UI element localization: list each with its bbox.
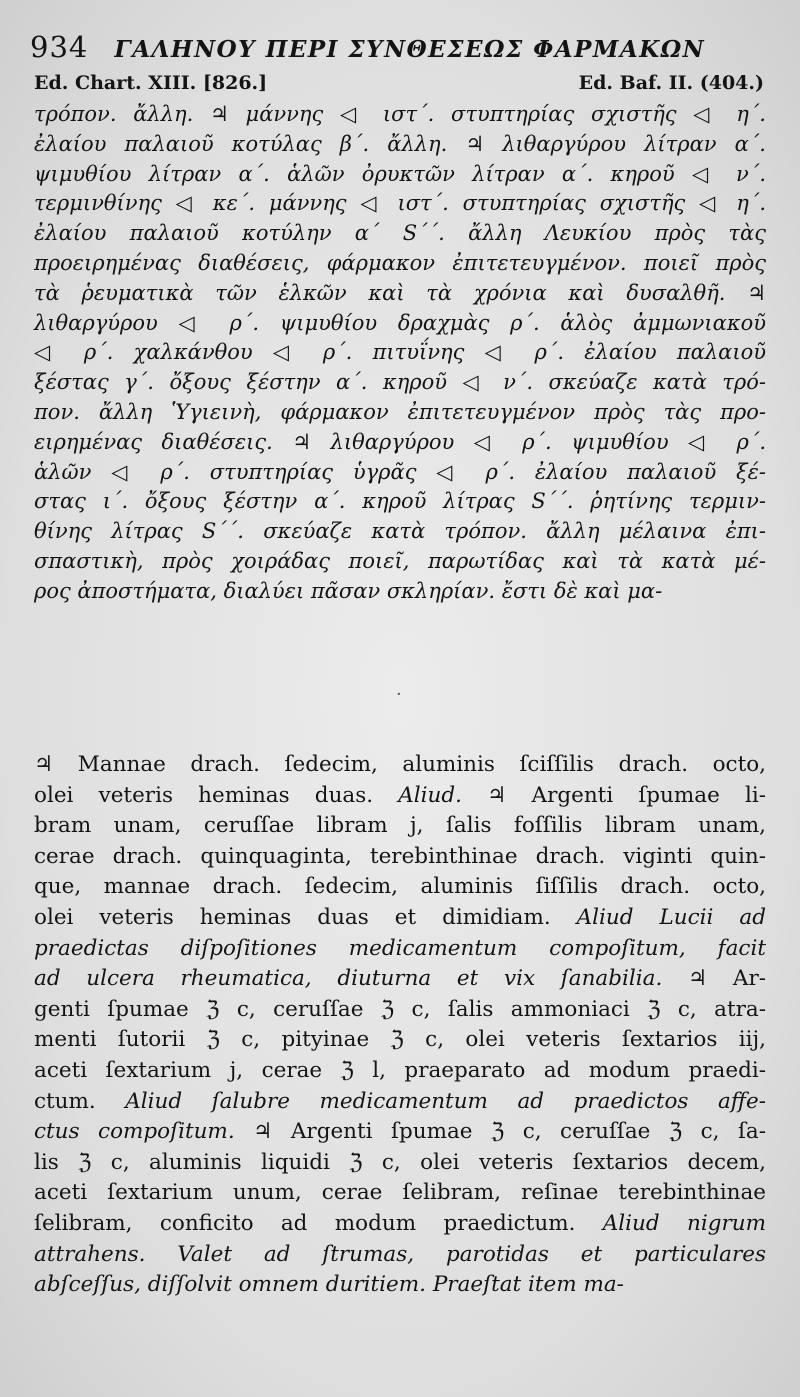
greek-text-line: προειρημένας διαθέσεις, φάρμακον ἐπιτετευγμένον. ποιεῖ πρὸς: [34, 250, 766, 275]
latin-text-line: olei veteris heminas duas et dimidiam. Aliud Lucii ad: [34, 904, 766, 930]
greek-text-block: [34, 100, 766, 607]
greek-text-line: τερμινθίνης ◁ κε΄. μάννης ◁ ιστ΄. στυπτηρίας σχιστῆς ◁ η΄.: [34, 191, 766, 216]
greek-text-line: ἐλαίου παλαιοῦ κοτύλην α΄ S΄΄. ἄλλη Λευκίου πρὸς τὰς: [34, 221, 766, 246]
greek-text-line: πον. ἄλλη Ὑγιεινὴ, φάρμακον ἐπιτετευγμένον πρὸς τὰς προ-: [34, 399, 766, 424]
page-header: [30, 30, 770, 66]
latin-text-line: menti ſutorii ℨ c, pityinae ℨ c, olei veteris ſextarios iij,: [34, 1027, 766, 1053]
greek-text-line: ἐλαίου παλαιοῦ κοτύλας β΄. ἄλλη. ♃ λιθαργύρου λίτραν α΄.: [34, 131, 766, 156]
latin-text-line: aceti ſextarium j, cerae ℨ l, praeparato ad modum praedi-: [34, 1057, 766, 1083]
latin-text-line: genti ſpumae ℨ c, ceruſſae ℨ c, ſalis ammoniaci ℨ c, atra-: [34, 996, 766, 1022]
latin-text-line: attrahens. Valet ad ſtrumas, parotidas et particulares: [34, 1241, 766, 1267]
latin-text-line: aceti ſextarium unum, cerae ſelibram, reſinae terebinthinae: [34, 1180, 766, 1206]
greek-text-line: τρόπον. ἄλλη. ♃ μάννης ◁ ιστ΄. στυπτηρίας σχιστῆς ◁ η΄.: [34, 102, 766, 126]
greek-text-line: ειρημένας διαθέσεις. ♃ λιθαργύρου ◁ ρ΄. ψιμυθίου ◁ ρ΄.: [34, 429, 766, 454]
edition-chart-reference: Ed. Chart. XIII. [826.]: [34, 72, 268, 94]
edition-references: [34, 72, 764, 98]
greek-text-line: τὰ ῥευματικὰ τῶν ἑλκῶν καὶ τὰ χρόνια καὶ δυσαλθῆ. ♃: [34, 280, 766, 305]
running-title: ΓΑΛΗΝΟΥ ΠΕΡΙ ΣΥΝΘΕΣΕΩΣ ΦΑΡΜΑΚΩΝ: [114, 36, 706, 63]
latin-text-line: abſceſſus, diſſolvit omnem duritiem. Praeſtat item ma-: [34, 1272, 624, 1298]
page-number: 934: [30, 30, 89, 64]
latin-text-line: lis ℨ c, aluminis liquidi ℨ c, olei veteris ſextarios decem,: [34, 1149, 766, 1175]
greek-text-line: θίνης λίτρας S΄΄. σκεύαζε κατὰ τρόπον. ἄλλη μέλαινα ἐπι-: [34, 519, 766, 544]
latin-text-line: olei veteris heminas duas. Aliud. ♃ Argenti ſpumae li-: [34, 782, 766, 808]
greek-text-line: ξέστας γ΄. ὄξους ξέστην α΄. κηροῦ ◁ ν΄. σκεύαζε κατὰ τρό-: [34, 370, 766, 395]
greek-text-line: λιθαργύρου ◁ ρ΄. ψιμυθίου δραχμὰς ρ΄. ἁλὸς ἀμμωνιακοῦ: [34, 310, 766, 335]
latin-text-line: praedictas diſpoſitiones medicamentum compoſitum, facit: [34, 935, 766, 961]
greek-text-line: ψιμυθίου λίτραν α΄. ἁλῶν ὀρυκτῶν λίτραν α΄. κηροῦ ◁ ν΄.: [34, 161, 766, 186]
latin-text-line: ♃ Mannae drach. ſedecim, aluminis ſciſſilis drach. octo,: [34, 752, 766, 777]
greek-text-line: ρος ἀποστήματα, διαλύει πᾶσαν σκληρίαν. ἔστι δὲ καὶ μα-: [34, 578, 663, 603]
latin-text-line: bram unam, ceruſſae libram j, ſalis foſſilis libram unam,: [34, 813, 766, 839]
latin-text-line: ctus compoſitum. ♃ Argenti ſpumae ℨ c, ceruſſae ℨ c, ſa-: [34, 1119, 766, 1145]
latin-text-line: que, mannae drach. ſedecim, aluminis ſiſſilis drach. octo,: [34, 874, 766, 900]
latin-text-block: [34, 750, 766, 1301]
latin-text-line: cerae drach. quinquaginta, terebinthinae drach. viginti quin-: [34, 843, 766, 869]
latin-text-line: ctum. Aliud ſalubre medicamentum ad praedictos affe-: [34, 1088, 766, 1114]
greek-text-line: ◁ ρ΄. χαλκάνθου ◁ ρ΄. πιτυΐνης ◁ ρ΄. ἐλαίου παλαιοῦ: [34, 340, 766, 365]
latin-text-line: ſelibram, conficito ad modum praedictum. Aliud nigrum: [34, 1210, 766, 1236]
greek-text-line: στας ι΄. ὄξους ξέστην α΄. κηροῦ λίτρας S΄΄. ῥητίνης τερμιν-: [34, 489, 766, 514]
greek-text-line: ἁλῶν ◁ ρ΄. στυπτηρίας ὑγρᾶς ◁ ρ΄. ἐλαίου παλαιοῦ ξέ-: [34, 459, 766, 484]
greek-text-line: σπαστικὴ, πρὸς χοιράδας ποιεῖ, παρωτίδας καὶ τὰ κατὰ μέ-: [34, 548, 766, 573]
latin-text-line: ad ulcera rheumatica, diuturna et vix ſanabilia. ♃ Ar-: [34, 966, 766, 992]
section-divider-mark: ·: [396, 684, 402, 705]
edition-basel-reference: Ed. Baf. II. (404.): [578, 72, 764, 94]
